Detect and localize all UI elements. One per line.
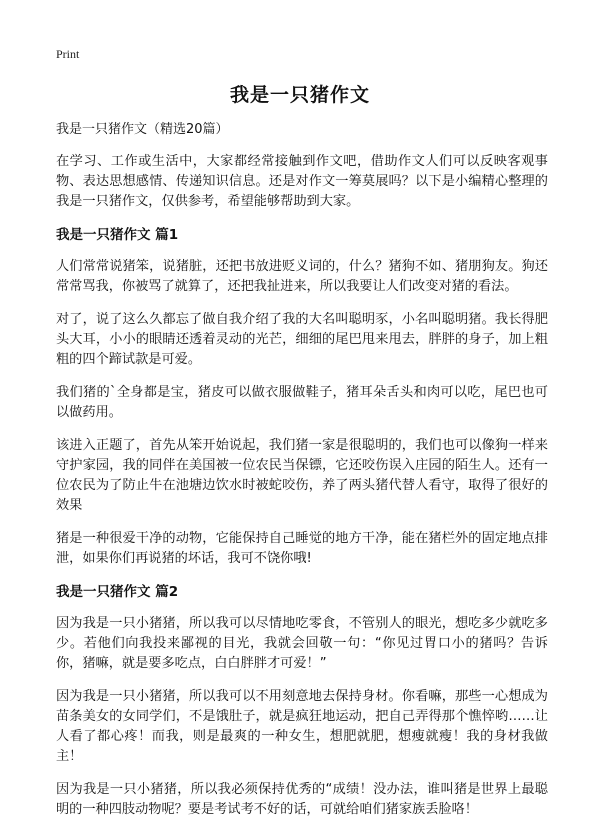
print-link[interactable]: Print <box>56 47 80 61</box>
paragraph: 我们猪的`全身都是宝，猪皮可以做衣服做鞋子，猪耳朵舌头和肉可以吃，尾巴也可以做药用。 <box>56 385 548 420</box>
section-heading: 我是一只猪作文 篇1 <box>56 227 179 243</box>
article-subtitle: 我是一只猪作文（精选20篇） <box>56 122 229 137</box>
paragraph: 因为我是一只小猪猪，所以我可以尽情地吃零食，不管别人的眼光，想吃多少就吃多少。若他们向我投来鄙视的目光，我就会回敬一句：“你见过胃口小的猪吗？告诉你，猪嘛，就是要多吃点，白白胖胖才可爱！” <box>56 616 548 671</box>
paragraph: 人们常常说猪笨，说猪脏，还把书放进贬义词的，什么？猪狗不如、猪朋狗友。狗还常常骂我，你被骂了就算了，还把我扯进来，所以我要让人们改变对猪的看法。 <box>56 259 548 294</box>
paragraph: 因为我是一只小猪猪，所以我必须保持优秀的“成绩！没办法，谁叫猪是世界上最聪明的一种四肢动物呢？要是考试考不好的话，可就给咱们猪家族丢脸咯！ <box>56 782 548 817</box>
paragraph: 因为我是一只小猪猪，所以我可以不用刻意地去保持身材。你看嘛，那些一心想成为苗条美女的女同学们，不是饿肚子，就是疯狂地运动，把自己弄得那个憔悴哟……让人看了都心疼！而我，则是最爽的一种女生，想肥就肥，想瘦就瘦！我的身材我做主！ <box>56 689 548 764</box>
paragraph: 该进入正题了，首先从笨开始说起，我们猪一家是很聪明的，我们也可以像狗一样来守护家园，我的同伴在美国被一位农民当保镖，它还咬伤误入庄园的陌生人。还有一位农民为了防止牛在池塘边饮水时被蛇咬伤，养了两头猪代替人看守，取得了很好的效果 <box>56 438 548 513</box>
paragraph: 对了，说了这么久都忘了做自我介绍了我的大名叫聪明豕，小名叫聪明猪。我长得肥头大耳，小小的眼睛还透着灵动的光芒，细细的尾巴甩来甩去，胖胖的身子，加上粗粗的四个蹄试款是可爱。 <box>56 312 548 367</box>
paragraph: 猪是一种很爱干净的动物，它能保持自己睡觉的地方干净，能在猪栏外的固定地点排泄，如果你们再说猪的坏话，我可不饶你哦! <box>56 531 548 566</box>
section-heading: 我是一只猪作文 篇2 <box>56 584 179 600</box>
article-body <box>56 120 548 833</box>
page-title: 我是一只猪作文 <box>229 84 370 106</box>
section-1 <box>56 225 548 569</box>
section-2 <box>56 582 548 820</box>
intro-paragraph: 在学习、工作或生活中，大家都经常接触到作文吧，借助作文人们可以反映客观事物、表达思想感情、传递知识信息。还是对作文一筹莫展吗？以下是小编精心整理的我是一只猪作文，仅供参考，希望能够帮助到大家。 <box>56 154 548 209</box>
